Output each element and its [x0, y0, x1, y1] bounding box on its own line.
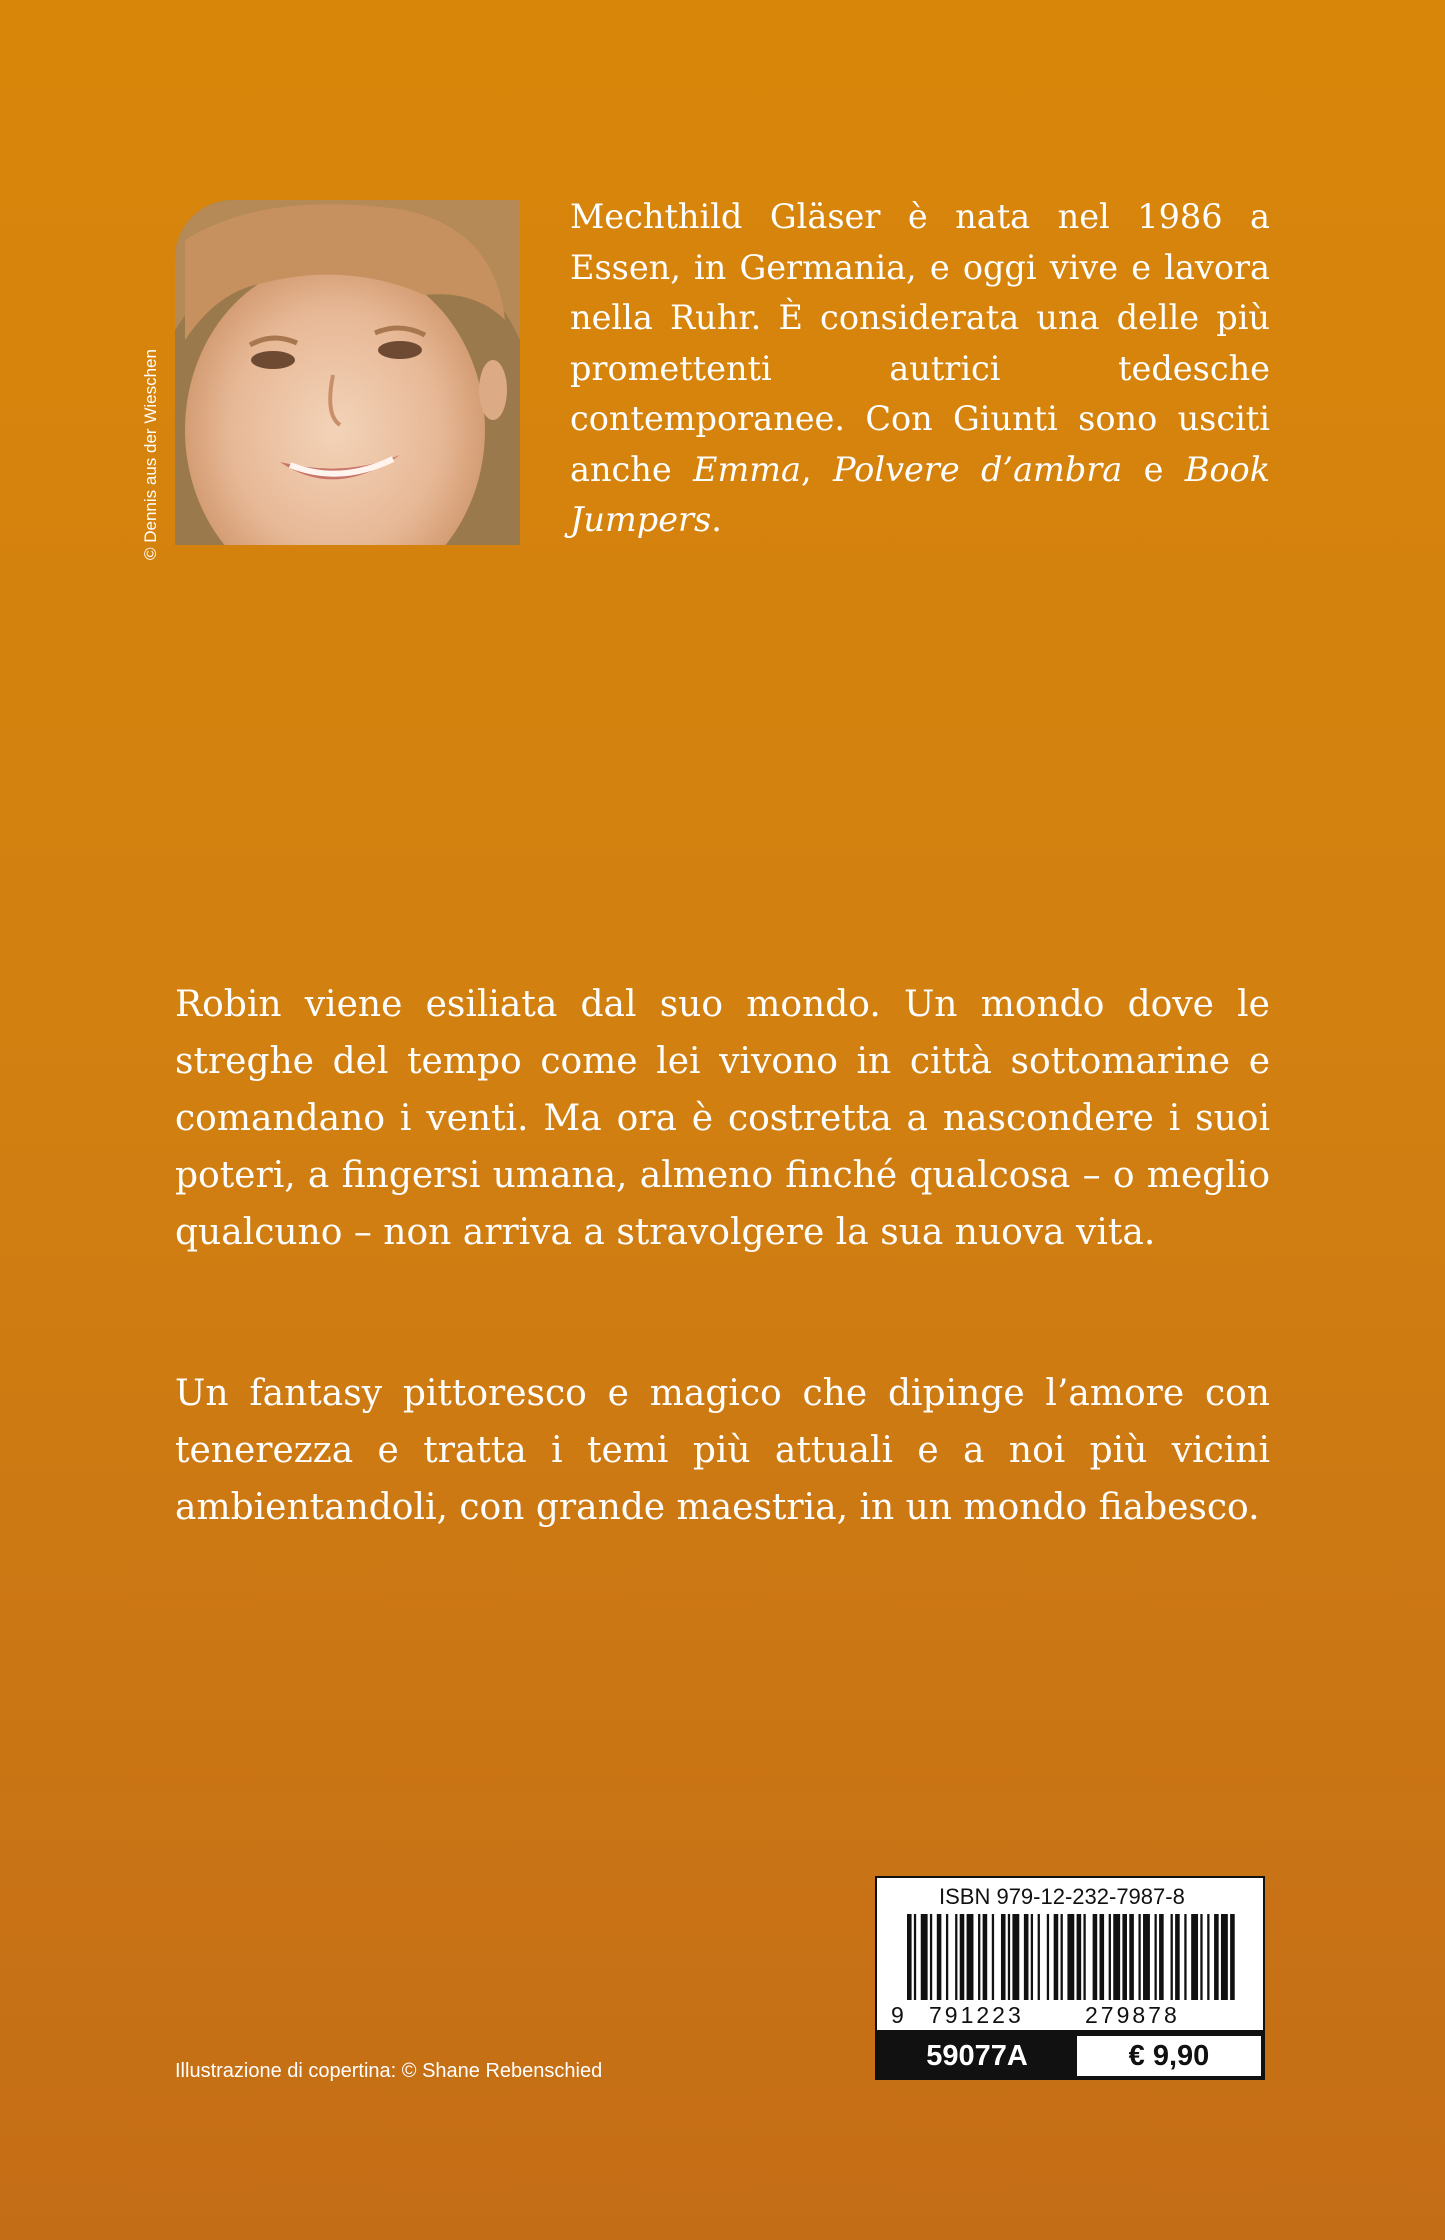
barcode-bar — [1200, 1914, 1202, 2000]
price: € 9,90 — [1077, 2036, 1261, 2076]
barcode-box — [875, 1876, 1265, 2032]
barcode-bar — [1230, 1914, 1235, 2000]
book-title: Book Jumpers — [570, 449, 1270, 539]
author-bio — [570, 192, 1270, 546]
barcode-bar — [1191, 1914, 1198, 2000]
barcode-bar — [946, 1914, 948, 2000]
bio-text: , — [801, 449, 833, 489]
photo-credit: © Dennis aus der Wieschen — [141, 349, 160, 560]
barcode-bar — [914, 1914, 916, 2000]
barcode-bar — [1214, 1914, 1219, 2000]
barcode-bar — [1031, 1914, 1033, 2000]
bio-text: e — [1122, 449, 1185, 489]
barcode-bar — [1155, 1914, 1157, 2000]
barcode-bar — [1175, 1914, 1180, 2000]
barcode-bar — [955, 1914, 957, 2000]
barcode-bar — [1138, 1914, 1140, 2000]
book-title: Emma — [693, 449, 802, 489]
barcode-bar — [1061, 1914, 1063, 2000]
barcode-bar — [1100, 1914, 1105, 2000]
barcode-bar — [937, 1914, 942, 2000]
blurb-paragraph-1: Robin viene esiliata dal suo mondo. Un mondo dove le streghe del tempo come lei vivono in città sottomarine e comandano i venti. Ma ora è costretta a nascondere i suoi poteri, a fingersi umana, almeno finché qualcosa – o meglio qualcuno – non arriva a stravolgere la sua nuova vita. — [175, 984, 1270, 1253]
barcode-bars — [907, 1914, 1237, 2000]
barcode-bar — [1171, 1914, 1173, 2000]
barcode-bar — [1054, 1914, 1059, 2000]
barcode-bar — [1159, 1914, 1164, 2000]
isbn-label: ISBN 979-12-232-7987-8 — [939, 1884, 1185, 1909]
barcode-bar — [907, 1914, 912, 2000]
barcode-bar — [1122, 1914, 1127, 2000]
barcode-bar — [1047, 1914, 1049, 2000]
author-photo — [175, 200, 520, 545]
bio-text: Mechthild Gläser è nata nel 1986 a Essen, in Germania, e oggi vive e lavora nella Ruhr. È considerata una delle più promettenti autrici tedesche contemporanee. Con Giunti sono usciti anche — [570, 197, 1270, 489]
barcode-bar — [1109, 1914, 1111, 2000]
blurb-paragraph-2: Un fantasy pittoresco e magico che dipinge l’amore con tenerezza e tratta i temi più attuali e a noi più vicini ambientandoli, con grande maestria, in un mondo fiabesco. — [175, 1373, 1270, 1528]
product-code: 59077A — [926, 2040, 1028, 2072]
barcode-bar — [930, 1914, 932, 2000]
barcode-bar — [1001, 1914, 1006, 2000]
barcode-bar — [960, 1914, 965, 2000]
barcode-bar — [1024, 1914, 1029, 2000]
barcode-bar — [978, 1914, 980, 2000]
barcode-digits — [877, 2002, 1263, 2030]
barcode-bar — [1129, 1914, 1134, 2000]
barcode-bar — [1143, 1914, 1150, 2000]
barcode-bar — [992, 1914, 994, 2000]
barcode-bar — [983, 1914, 988, 2000]
barcode-bar — [1008, 1914, 1010, 2000]
barcode-bar — [1077, 1914, 1082, 2000]
barcode-digit-first: 9 — [891, 2002, 904, 2028]
price-box — [875, 2032, 1265, 2080]
barcode-bar — [967, 1914, 974, 2000]
barcode-bar — [1067, 1914, 1074, 2000]
book-title: Polvere d’ambra — [833, 449, 1123, 489]
barcode-bar — [1184, 1914, 1186, 2000]
bio-text: . — [711, 500, 722, 539]
barcode-bar — [1221, 1914, 1228, 2000]
cover-illustration-credit: Illustrazione di copertina: © Shane Rebenschied — [175, 2060, 603, 2082]
barcode-bar — [1038, 1914, 1040, 2000]
barcode-digit-group-right: 279878 — [1085, 2002, 1180, 2028]
barcode-bar — [921, 1914, 928, 2000]
barcode-bar — [1083, 1914, 1085, 2000]
barcode-bar — [1093, 1914, 1098, 2000]
barcode-bar — [1012, 1914, 1019, 2000]
barcode-bar — [1113, 1914, 1120, 2000]
barcode-digit-group-left: 791223 — [929, 2002, 1024, 2028]
barcode-bar — [1207, 1914, 1209, 2000]
